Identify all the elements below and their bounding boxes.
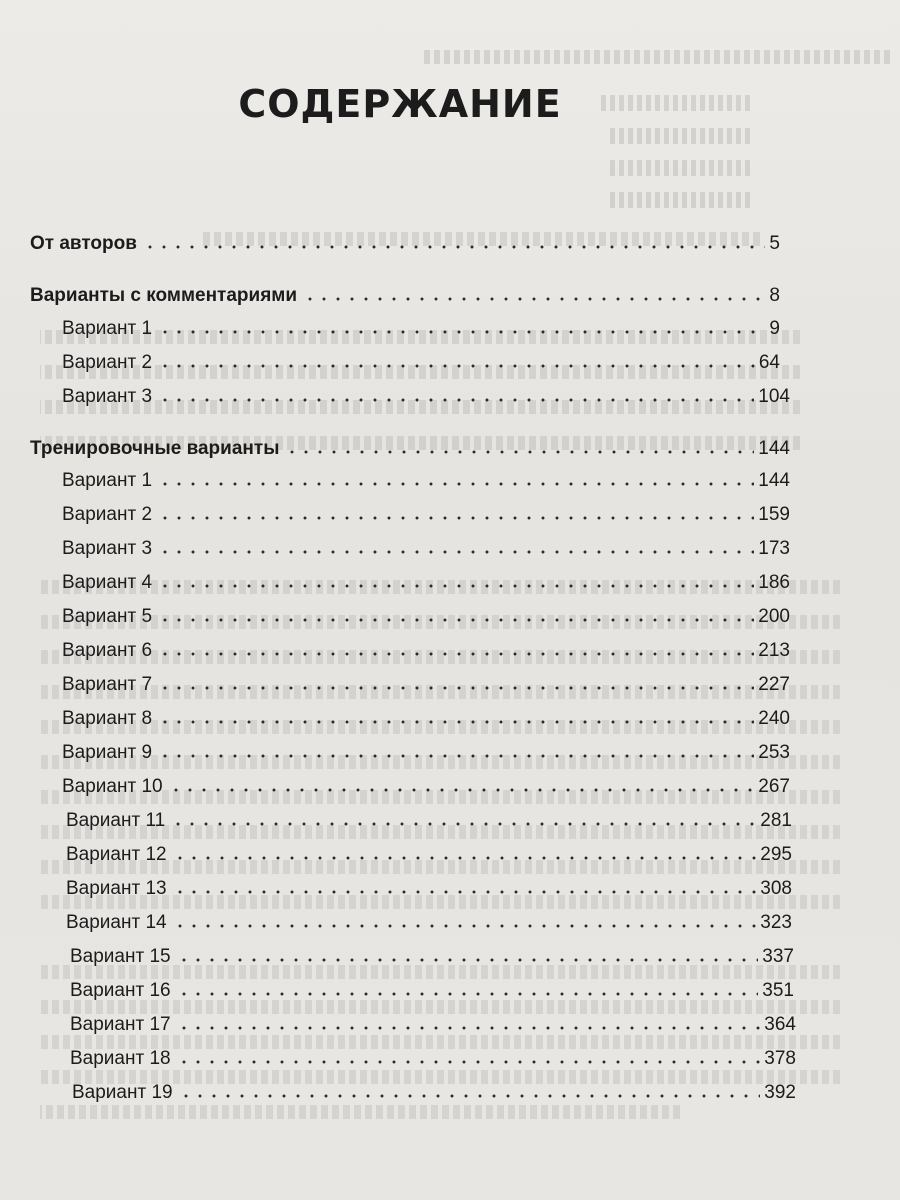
toc-entry-label: Вариант 2 [62, 352, 153, 373]
dot-leader [158, 753, 754, 759]
dot-leader [158, 549, 754, 555]
toc-entry [62, 310, 780, 340]
toc-entry-label: Вариант 15 [70, 946, 171, 967]
toc-entry [62, 344, 780, 374]
toc-entry-page-number: 144 [758, 438, 790, 459]
toc-entry-page-number: 337 [762, 946, 794, 967]
toc-entry [70, 938, 794, 968]
dot-leader [173, 889, 757, 895]
toc-entry-page-number: 378 [764, 1048, 796, 1069]
toc-entry-page-number: 200 [758, 606, 790, 627]
toc-entry-label: Вариант 17 [70, 1014, 171, 1035]
toc-entry-label: Варианты с комментариями [30, 285, 298, 306]
toc-entry-label: Вариант 3 [62, 538, 153, 559]
toc-entry-page-number: 308 [760, 878, 792, 899]
toc-entry-page-number: 240 [758, 708, 790, 729]
toc-entry-label: Вариант 13 [66, 878, 167, 899]
toc-entry-page-number: 64 [758, 352, 780, 373]
toc-entry-page-number: 104 [758, 386, 790, 407]
toc-entry [62, 768, 790, 798]
toc-entry-label: Вариант 11 [66, 810, 166, 831]
toc-entry [62, 496, 790, 526]
page-title: СОДЕРЖАНИЕ [238, 82, 562, 126]
toc-entry [62, 564, 790, 594]
dot-leader [158, 515, 754, 521]
toc-entry [70, 1006, 796, 1036]
toc-entry-page-number: 8 [769, 285, 780, 306]
dot-leader [158, 481, 754, 487]
toc-entry-page-number: 227 [758, 674, 790, 695]
toc-entry [62, 462, 790, 492]
toc-entry-label: От авторов [30, 233, 137, 254]
toc-entry-page-number: 186 [758, 572, 790, 593]
toc-entry [66, 836, 792, 866]
toc-entry-label: Вариант 12 [66, 844, 167, 865]
toc-entry [72, 1074, 796, 1104]
dot-leader [158, 397, 754, 403]
toc-entry-label: Вариант 10 [62, 776, 163, 797]
toc-section-entry [30, 225, 780, 255]
toc-entry [62, 378, 790, 408]
dot-leader [173, 855, 757, 861]
dot-leader [169, 787, 755, 793]
toc-entry-page-number: 295 [760, 844, 792, 865]
toc-entry-label: Вариант 14 [66, 912, 167, 933]
dot-leader [179, 1093, 761, 1099]
toc-section-entry [30, 430, 790, 460]
toc-entry [66, 870, 792, 900]
toc-entry-page-number: 173 [758, 538, 790, 559]
dot-leader [158, 583, 754, 589]
toc-entry-page-number: 213 [758, 640, 790, 661]
dot-leader [158, 651, 754, 657]
dot-leader [158, 329, 765, 335]
dot-leader [158, 363, 755, 369]
dot-leader [177, 991, 759, 997]
toc-entry-label: Тренировочные варианты [30, 438, 280, 459]
dot-leader [177, 1025, 761, 1031]
toc-entry-page-number: 144 [758, 470, 790, 491]
toc-entry-label: Вариант 2 [62, 504, 153, 525]
toc-entry-page-number: 267 [758, 776, 790, 797]
toc-entry [62, 734, 790, 764]
toc-entry-label: Вариант 6 [62, 640, 153, 661]
toc-entry [62, 598, 790, 628]
toc-entry-label: Вариант 19 [72, 1082, 173, 1103]
toc-entry-page-number: 351 [762, 980, 794, 1001]
toc-entry-label: Вариант 4 [62, 572, 153, 593]
toc-entry-page-number: 159 [758, 504, 790, 525]
toc-entry-label: Вариант 9 [62, 742, 153, 763]
dot-leader [158, 685, 754, 691]
toc-entry [70, 972, 794, 1002]
toc-entry [62, 632, 790, 662]
toc-entry-page-number: 5 [769, 233, 780, 254]
dot-leader [285, 449, 754, 455]
toc-entry-label: Вариант 7 [62, 674, 153, 695]
toc-entry-page-number: 253 [758, 742, 790, 763]
toc-entry-label: Вариант 8 [62, 708, 153, 729]
dot-leader [143, 244, 766, 250]
dot-leader [158, 719, 754, 725]
toc-entry [62, 666, 790, 696]
toc-entry-page-number: 323 [760, 912, 792, 933]
dot-leader [171, 821, 756, 827]
toc-entry-label: Вариант 18 [70, 1048, 171, 1069]
toc-entry-page-number: 364 [764, 1014, 796, 1035]
toc-entry-label: Вариант 1 [62, 470, 153, 491]
toc-entry-page-number: 281 [760, 810, 792, 831]
toc-entry-label: Вариант 16 [70, 980, 171, 1001]
dot-leader [303, 296, 765, 302]
toc-entry-label: Вариант 5 [62, 606, 153, 627]
toc-entry [66, 904, 792, 934]
toc-entry [66, 802, 792, 832]
dot-leader [173, 923, 757, 929]
toc-entry-label: Вариант 3 [62, 386, 153, 407]
toc-entry [62, 700, 790, 730]
dot-leader [158, 617, 754, 623]
toc-entry [62, 530, 790, 560]
toc-entry-page-number: 9 [769, 318, 780, 339]
toc-entry-label: Вариант 1 [62, 318, 153, 339]
toc-section-entry [30, 277, 780, 307]
toc-entry [70, 1040, 796, 1070]
dot-leader [177, 957, 759, 963]
dot-leader [177, 1059, 761, 1065]
toc-entry-page-number: 392 [764, 1082, 796, 1103]
